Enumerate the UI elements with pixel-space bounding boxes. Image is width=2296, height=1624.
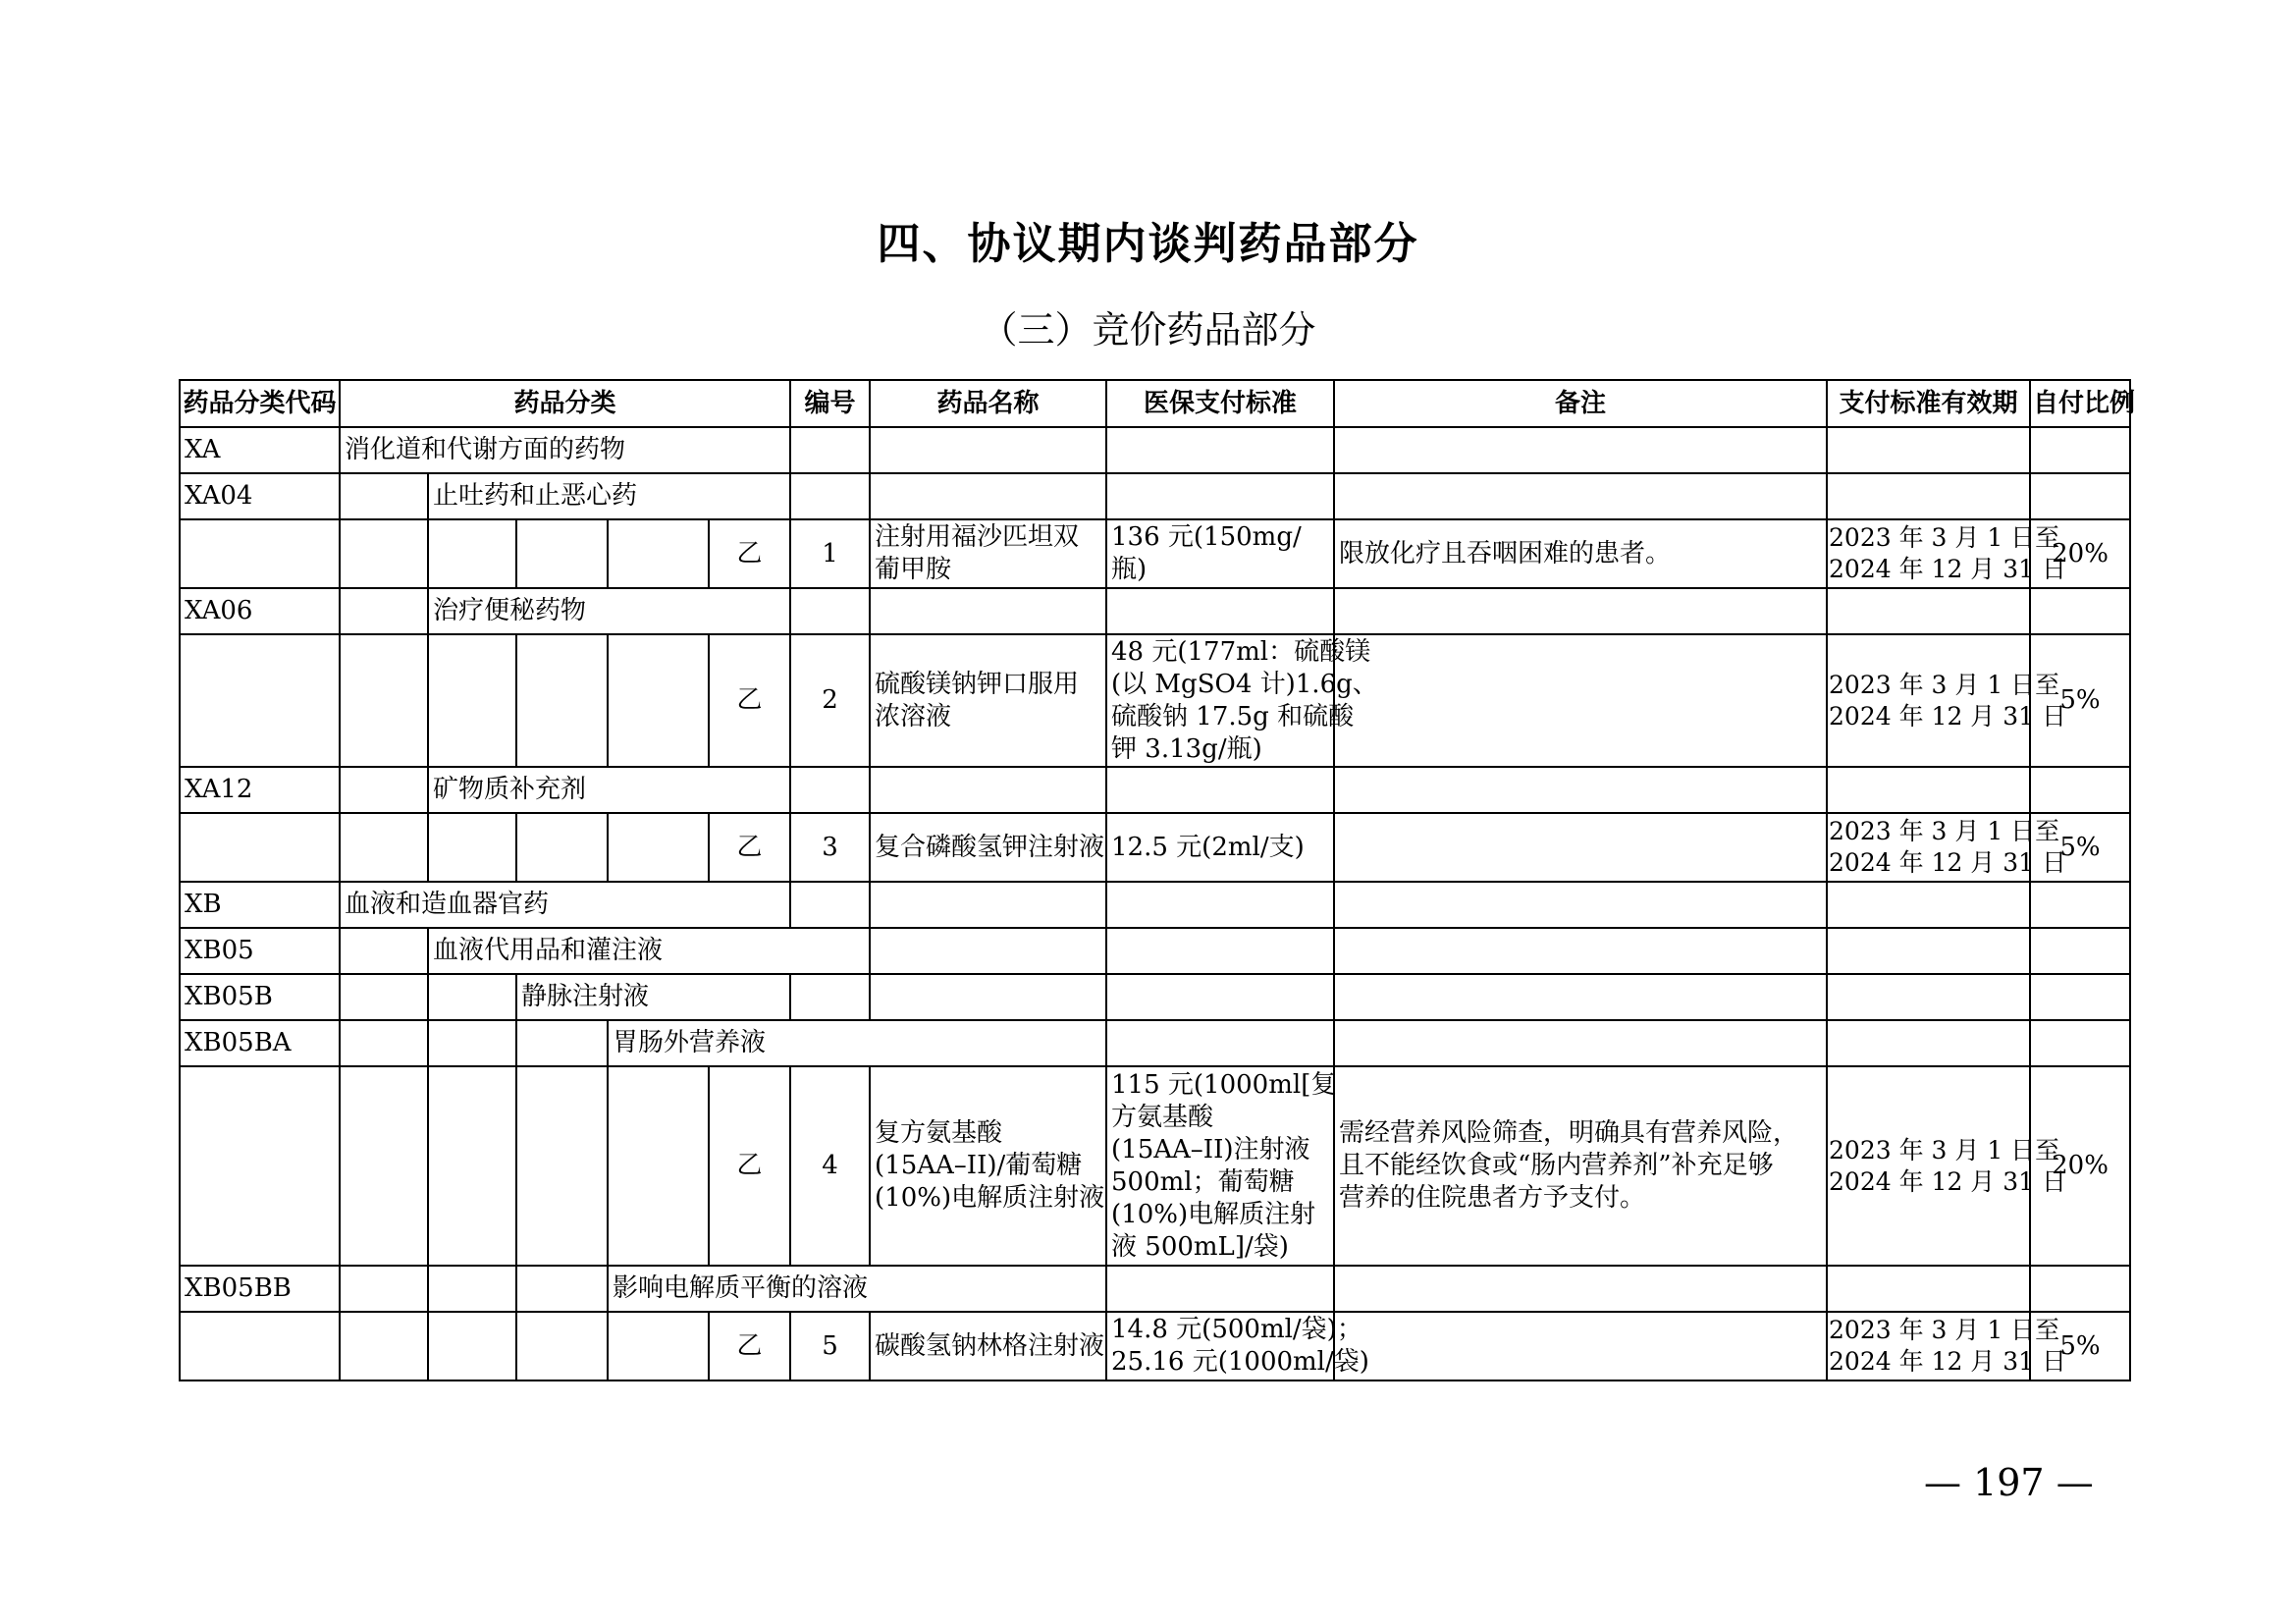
drug-name <box>870 519 1106 588</box>
table-row <box>180 974 2130 1020</box>
drug-validity-period-line: 2023 年 3 月 1 日至 <box>1829 1316 2060 1344</box>
drug-payment-standard-line: 钾 3.13g/瓶) <box>1111 733 1262 764</box>
drug-number: 3 <box>790 813 870 882</box>
category-label: 消化道和代谢方面的药物 <box>340 427 790 473</box>
drug-validity-period-line: 2023 年 3 月 1 日至 <box>1829 1135 2060 1164</box>
drug-payment-standard-line: (10%)电解质注射 <box>1111 1199 1316 1229</box>
table-row <box>180 767 2130 813</box>
table-row <box>180 473 2130 519</box>
drug-payment-standard-line: 硫酸钠 17.5g 和硫酸 <box>1111 701 1355 731</box>
drug-number: 4 <box>790 1066 870 1266</box>
drug-payment-standard-line: 48 元(177ml：硫酸镁 <box>1111 636 1371 667</box>
drug-grade: 乙 <box>709 1066 790 1266</box>
table-row <box>180 588 2130 634</box>
drug-payment-standard-line: 14.8 元(500ml/袋)； <box>1111 1315 1362 1344</box>
header-remark: 备注 <box>1334 380 1827 427</box>
table-row <box>180 427 2130 473</box>
drug-self-pay-ratio: 20% <box>2030 519 2130 588</box>
drug-validity-period-line: 2024 年 12 月 31 日 <box>1829 701 2066 731</box>
drug-name <box>870 634 1106 767</box>
drug-name-line: 注射用福沙匹坦双 <box>875 522 1080 552</box>
drug-self-pay-ratio: 20% <box>2030 1066 2130 1266</box>
table-row <box>180 1266 2130 1312</box>
drug-row <box>180 813 2130 882</box>
drug-payment-standard-line: 方氨基酸 <box>1111 1102 1214 1132</box>
drug-name-line: 硫酸镁钠钾口服用 <box>875 669 1080 699</box>
category-label: 矿物质补充剂 <box>428 767 790 813</box>
category-label: 影响电解质平衡的溶液 <box>608 1266 1106 1312</box>
drug-name <box>870 1066 1106 1266</box>
drug-number: 2 <box>790 634 870 767</box>
table-row <box>180 928 2130 974</box>
table-row <box>180 882 2130 928</box>
drug-validity-period-line: 2024 年 12 月 31 日 <box>1829 1347 2066 1376</box>
drug-grade: 乙 <box>709 634 790 767</box>
drug-grade: 乙 <box>709 519 790 588</box>
drug-validity-period <box>1827 813 2066 882</box>
header-standard: 医保支付标准 <box>1106 380 1334 427</box>
drug-validity-period <box>1827 1312 2066 1380</box>
drug-payment-standard <box>1106 1312 1369 1380</box>
drug-name-line: 浓溶液 <box>875 701 952 731</box>
drug-remark-line: 限放化疗且吞咽困难的患者。 <box>1339 538 1672 568</box>
category-code: XA <box>180 427 340 473</box>
header-number: 编号 <box>790 380 870 427</box>
drug-remark-line: 且不能经饮食或“肠内营养剂”补充足够 <box>1339 1151 1774 1180</box>
category-label: 胃肠外营养液 <box>608 1020 1106 1066</box>
drug-grade: 乙 <box>709 1312 790 1380</box>
drug-remark-line: 需经营养风险筛查，明确具有营养风险， <box>1339 1118 1799 1148</box>
drug-row <box>180 1066 2130 1266</box>
drug-remark <box>1334 519 1827 588</box>
page-number: — 197 — <box>1924 1461 2094 1504</box>
category-code: XA12 <box>180 767 340 813</box>
category-label: 治疗便秘药物 <box>428 588 790 634</box>
drug-remark <box>1334 1066 1827 1266</box>
drug-payment-standard-line: 115 元(1000ml[复 <box>1111 1069 1337 1100</box>
drug-payment-standard-line: 12.5 元(2ml/支) <box>1111 832 1305 862</box>
drug-remark <box>1334 1312 1827 1380</box>
drug-payment-standard-line: (以 MgSO4 计)1.6g、 <box>1111 669 1378 699</box>
drug-name <box>870 813 1106 882</box>
header-code: 药品分类代码 <box>180 380 340 427</box>
page-title: 四、协议期内谈判药品部分 <box>877 219 1419 269</box>
drug-row <box>180 634 2130 767</box>
table-row <box>180 1020 2130 1066</box>
drug-name <box>870 1312 1106 1380</box>
drug-payment-standard-line: 25.16 元(1000ml/袋) <box>1111 1347 1369 1377</box>
drug-name-line: 碳酸氢钠林格注射液 <box>875 1330 1105 1361</box>
drug-remark <box>1334 634 1827 767</box>
drug-payment-standard-line: 液 500mL]/袋) <box>1111 1231 1289 1262</box>
category-code: XB <box>180 882 340 928</box>
category-code: XB05BA <box>180 1020 340 1066</box>
drug-name-line: 复合磷酸氢钾注射液 <box>875 832 1105 862</box>
category-code: XB05B <box>180 974 340 1020</box>
drug-name-line: (10%)电解质注射液 <box>875 1183 1105 1213</box>
category-label: 血液代用品和灌注液 <box>428 928 870 974</box>
drug-validity-period <box>1827 519 2066 588</box>
drug-number: 1 <box>790 519 870 588</box>
drug-self-pay-ratio: 5% <box>2030 813 2130 882</box>
drug-number: 5 <box>790 1312 870 1380</box>
drug-validity-period-line: 2024 年 12 月 31 日 <box>1829 848 2066 877</box>
drug-remark-line: 营养的住院患者方予支付。 <box>1339 1183 1646 1213</box>
drug-validity-period-line: 2024 年 12 月 31 日 <box>1829 1166 2066 1196</box>
drug-payment-standard <box>1106 813 1334 882</box>
category-code: XA06 <box>180 588 340 634</box>
drug-validity-period-line: 2023 年 3 月 1 日至 <box>1829 817 2060 845</box>
drug-validity-period <box>1827 634 2066 767</box>
drug-name-line: 葡甲胺 <box>875 555 952 584</box>
drug-payment-standard-line: 136 元(150mg/瓶) <box>1111 522 1302 584</box>
category-label: 血液和造血器官药 <box>340 882 790 928</box>
drug-name-line: (15AA–II)/葡萄糖 <box>875 1151 1083 1180</box>
header-name: 药品名称 <box>870 380 1106 427</box>
category-code: XB05 <box>180 928 340 974</box>
drug-validity-period-line: 2023 年 3 月 1 日至 <box>1829 670 2060 699</box>
header-ratio: 自付比例 <box>2030 380 2130 427</box>
header-period: 支付标准有效期 <box>1827 380 2030 427</box>
page-subtitle: （三）竞价药品部分 <box>980 308 1316 352</box>
category-label: 静脉注射液 <box>516 974 790 1020</box>
drug-row <box>180 519 2130 588</box>
drug-validity-period-line: 2024 年 12 月 31 日 <box>1829 555 2066 583</box>
category-code: XA04 <box>180 473 340 519</box>
drug-name-line: 复方氨基酸 <box>875 1118 1003 1148</box>
drug-remark <box>1334 813 1827 882</box>
drug-row <box>180 1312 2130 1380</box>
drug-payment-standard-line: (15AA–II)注射液 <box>1111 1134 1310 1164</box>
table-header-row <box>180 380 2130 427</box>
category-label: 止吐药和止恶心药 <box>428 473 790 519</box>
drug-table <box>179 379 2136 1381</box>
drug-payment-standard <box>1106 1066 1337 1266</box>
drug-payment-standard <box>1106 634 1378 767</box>
drug-self-pay-ratio: 5% <box>2030 1312 2130 1380</box>
drug-self-pay-ratio: 5% <box>2030 634 2130 767</box>
drug-payment-standard <box>1106 519 1334 588</box>
category-code: XB05BB <box>180 1266 340 1312</box>
drug-grade: 乙 <box>709 813 790 882</box>
drug-payment-standard-line: 500ml；葡萄糖 <box>1111 1166 1295 1197</box>
drug-validity-period-line: 2023 年 3 月 1 日至 <box>1829 523 2060 552</box>
header-category: 药品分类 <box>340 380 790 427</box>
drug-validity-period <box>1827 1066 2066 1266</box>
